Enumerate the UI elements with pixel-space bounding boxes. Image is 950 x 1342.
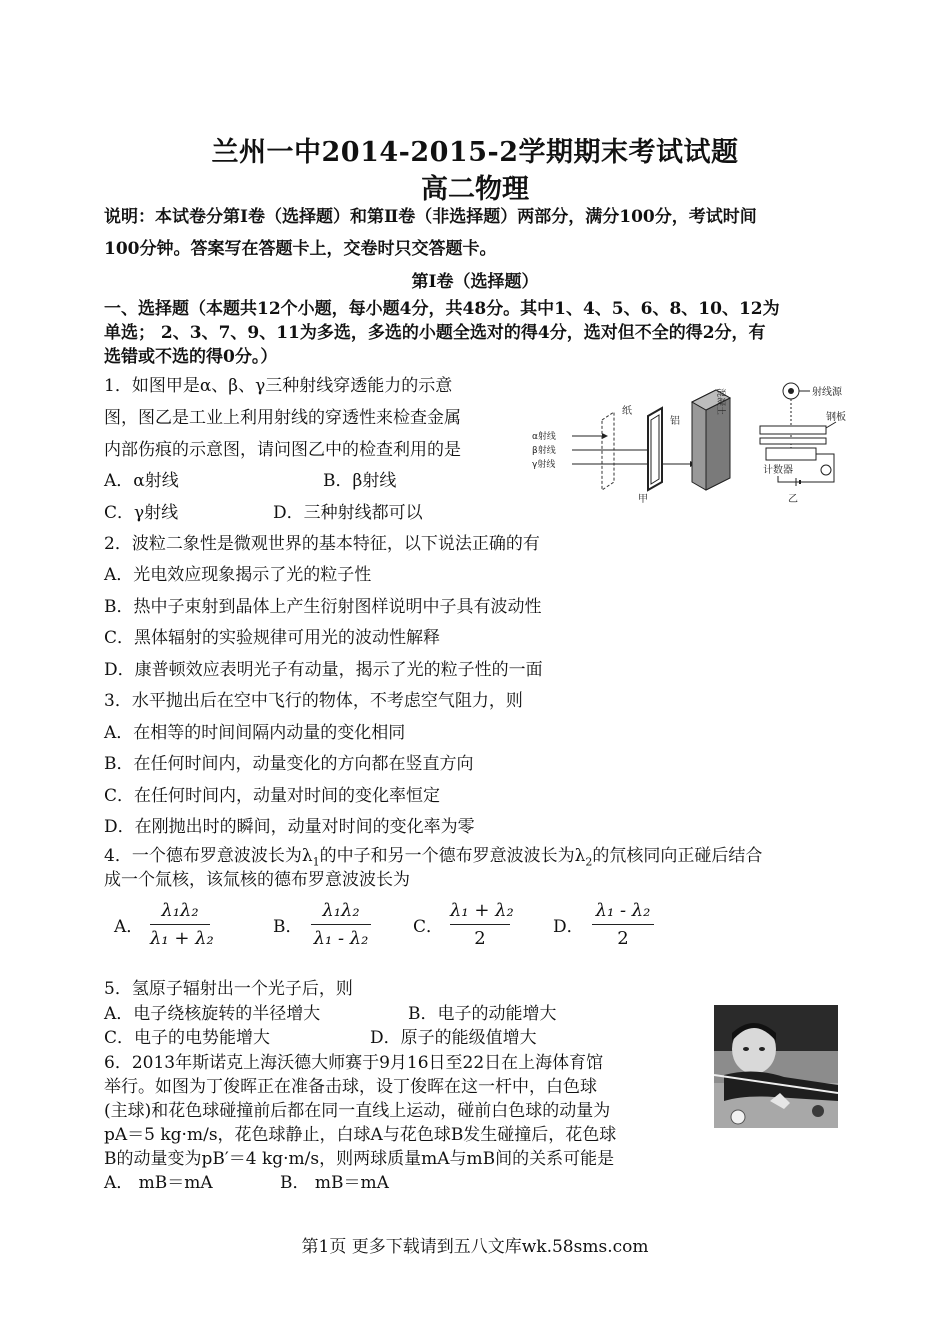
- q5-option-d: D．原子的能级值增大: [370, 1028, 537, 1048]
- q2-option-d: D．康普顿效应表明光子有动量，揭示了光的粒子性的一面: [104, 660, 543, 680]
- q4-option-b-fraction: [311, 900, 371, 949]
- colored-ball: [812, 1105, 824, 1117]
- figure-aluminum-label: 铝: [670, 416, 680, 427]
- exam-title: 兰州一中2014-2015-2学期期末考试试题: [211, 137, 739, 168]
- q4-line-2: 成一个氚核，该氚核的德布罗意波波长为: [104, 870, 410, 890]
- q4-a-numerator: λ₁λ₂: [161, 900, 199, 921]
- q4-b-fraction-bar: [311, 924, 371, 925]
- paper-sheet: [602, 412, 614, 490]
- alpha-arrow: [602, 433, 608, 439]
- q4-c-denominator: 2: [474, 928, 486, 949]
- section1-line-1: 一、选择题（本题共12个小题，每小题4分，共48分。其中1、4、5、6、8、10、12为: [104, 299, 780, 319]
- q4-d-fraction-bar: [592, 924, 654, 925]
- q4-option-d-fraction: [592, 900, 654, 949]
- figure-concrete-label: 混凝土: [715, 388, 725, 416]
- figure-source-label: 射线源: [812, 387, 842, 398]
- figure-beta-label: β射线: [532, 446, 556, 456]
- q4-b-numerator: λ₁λ₂: [322, 900, 360, 921]
- q4-option-a-fraction: [150, 900, 214, 949]
- q1-line-2: 图，图乙是工业上利用射线的穿透性来检查金属: [104, 408, 461, 428]
- q2-stem: 2．波粒二象性是微观世界的基本特征，以下说法正确的有: [104, 534, 540, 554]
- q6-line-2: 举行。如图为丁俊晖正在准备击球，设丁俊晖在这一杆中，白色球: [104, 1077, 597, 1097]
- radiation-penetration-figure: [530, 378, 860, 506]
- q1-option-b: B．β射线: [323, 471, 397, 491]
- steel-plate: [760, 426, 826, 434]
- snooker-player-photo: [714, 1005, 838, 1128]
- q6-line-3: (主球)和花色球碰撞前后都在同一直线上运动，碰前白色球的动量为: [104, 1101, 611, 1121]
- q1-option-d: D．三种射线都可以: [273, 503, 423, 523]
- section1-line-3: 选错或不选的得0分。）: [104, 347, 278, 367]
- exam-subject: 高二物理: [421, 174, 529, 205]
- q5-option-a: A．电子绕核旋转的半径增大: [104, 1004, 321, 1024]
- q1-line-1: 1．如图甲是α、β、γ三种射线穿透能力的示意: [104, 376, 453, 396]
- q4-sub-1: 1: [312, 855, 320, 869]
- q4-line-1-part-b: 的中子和另一个德布罗意波波长为λ: [319, 846, 586, 866]
- q4-line-1-part-c: 的氘核同向正碰后结合: [592, 846, 763, 866]
- white-ball: [731, 1110, 745, 1124]
- q4-a-denominator: λ₁ + λ₂: [150, 928, 214, 949]
- q4-c-numerator: λ₁ + λ₂: [450, 900, 514, 921]
- q4-d-numerator: λ₁ - λ₂: [595, 900, 651, 921]
- part1-title: 第Ⅰ卷（选择题）: [411, 272, 539, 292]
- q4-option-c-fraction: [450, 900, 514, 949]
- q4-sub-2: 2: [585, 855, 593, 869]
- figure-a-label: 甲: [638, 494, 648, 505]
- note-line-1: 说明：本试卷分第Ⅰ卷（选择题）和第Ⅱ卷（非选择题）两部分，满分100分，考试时间: [104, 207, 757, 227]
- q6-line-1: 6．2013年斯诺克上海沃德大师赛于9月16日至22日在上海体育馆: [104, 1053, 604, 1073]
- q1-option-a: A．α射线: [104, 471, 179, 491]
- q2-option-c: C．黑体辐射的实验规律可用光的波动性解释: [104, 628, 441, 648]
- page-footer: 第1页 更多下载请到五八文库wk.58sms.com: [301, 1237, 649, 1257]
- figure-paper-label: 纸: [622, 406, 632, 417]
- q6-line-4: pA＝5 kg·m/s，花色球静止，白球A与花色球B发生碰撞后，花色球: [104, 1125, 617, 1145]
- q3-option-d: D．在刚抛出时的瞬间，动量对时间的变化率为零: [104, 817, 475, 837]
- q5-stem: 5．氢原子辐射出一个光子后，则: [104, 979, 353, 999]
- section1-line-2: 单选； 2、3、7、9、11为多选，多选的小题全选对的得4分，选对但不全的得2分，有: [104, 323, 766, 343]
- q1-option-c: C．γ射线: [104, 503, 179, 523]
- q4-option-c-label: C．: [413, 917, 444, 937]
- figure-plate-label: 钢板: [826, 412, 846, 423]
- player-eye-right: [759, 1047, 765, 1051]
- q3-option-b: B．在任何时间内，动量变化的方向都在竖直方向: [104, 754, 474, 774]
- q6-option-b: B． mB＝mA: [280, 1173, 389, 1193]
- q3-stem: 3．水平抛出后在空中飞行的物体，不考虑空气阻力，则: [104, 691, 523, 711]
- q3-option-c: C．在任何时间内，动量对时间的变化率恒定: [104, 786, 441, 806]
- q2-option-a: A．光电效应现象揭示了光的粒子性: [104, 565, 372, 585]
- figure-alpha-label: α射线: [532, 432, 556, 442]
- q4-a-fraction-bar: [150, 924, 210, 925]
- q2-option-b: B．热中子束射到晶体上产生衍射图样说明中子具有波动性: [104, 597, 542, 617]
- q3-option-a: A．在相等的时间间隔内动量的变化相同: [104, 723, 406, 743]
- q6-option-a: A． mB＝mA: [104, 1173, 213, 1193]
- q6-line-5: B的动量变为pB′＝4 kg·m/s，则两球质量mA与mB间的关系可能是: [104, 1149, 615, 1169]
- figure-gamma-label: γ射线: [532, 460, 556, 470]
- meter-circle: [821, 465, 831, 475]
- source-dot: [788, 388, 794, 394]
- q4-line-1-part-a: 4．一个德布罗意波波长为λ: [104, 846, 313, 866]
- q4-option-d-label: D．: [553, 917, 584, 937]
- note-line-2: 100分钟。答案写在答题卡上，交卷时只交答题卡。: [104, 239, 497, 259]
- aluminum-inner: [651, 415, 659, 484]
- figure-b-label: 乙: [788, 494, 798, 505]
- q4-d-denominator: 2: [617, 928, 629, 949]
- figure-counter-label: 计数器: [763, 465, 793, 476]
- detector-box: [766, 448, 816, 460]
- detector-plate: [760, 438, 826, 444]
- q4-option-b-label: B．: [273, 917, 303, 937]
- player-eye-left: [743, 1047, 749, 1051]
- q4-c-fraction-bar: [450, 924, 510, 925]
- q4-option-a-label: A．: [114, 917, 144, 937]
- q5-option-b: B．电子的动能增大: [408, 1004, 557, 1024]
- q1-line-3: 内部伤痕的示意图，请问图乙中的检查利用的是: [104, 440, 461, 460]
- q4-b-denominator: λ₁ - λ₂: [313, 928, 369, 949]
- q5-option-c: C．电子的电势能增大: [104, 1028, 271, 1048]
